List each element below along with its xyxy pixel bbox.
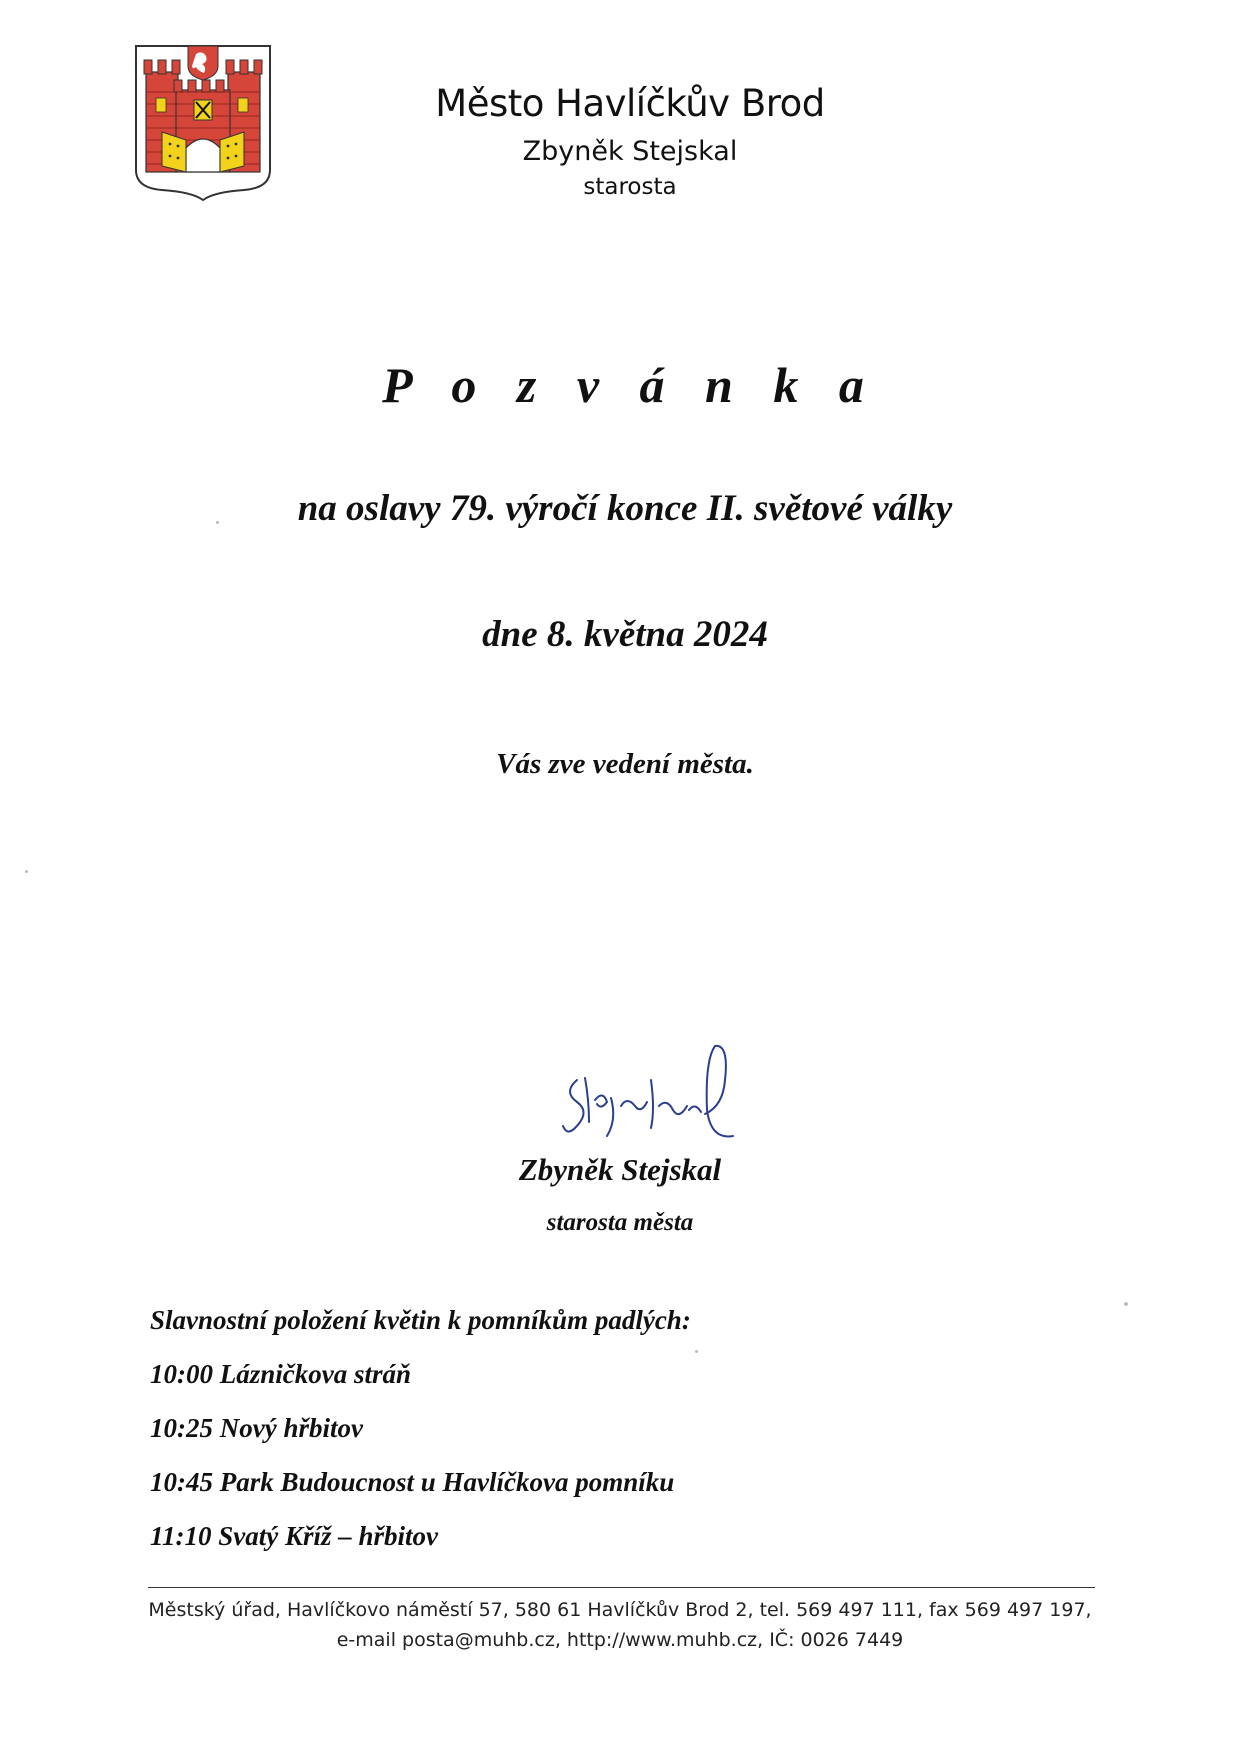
footer-divider xyxy=(148,1587,1095,1588)
footer-address: Městský úřad, Havlíčkovo náměstí 57, 580 61 Havlíčkův Brod 2, tel. 569 497 111, fax 569 497 197, xyxy=(148,1599,1092,1621)
coat-of-arms xyxy=(132,42,274,202)
footer-contact: e-mail posta@muhb.cz, http://www.muhb.cz, IČ: 0026 7449 xyxy=(336,1629,904,1651)
signature-icon xyxy=(555,1040,755,1150)
letterhead-role: starosta xyxy=(583,174,677,200)
scan-speck xyxy=(25,870,28,873)
signatory-role: starosta města xyxy=(546,1209,694,1236)
schedule-item: 10:25 Nový hřbitov xyxy=(150,1413,363,1443)
handwritten-signature xyxy=(555,1040,755,1150)
invitation-date: dne 8. května 2024 xyxy=(482,614,768,655)
schedule-item: 10:45 Park Budoucnost u Havlíčkova pomníku xyxy=(150,1467,675,1497)
letterhead-name: Zbyněk Stejskal xyxy=(522,136,738,167)
scan-speck xyxy=(695,1350,698,1353)
scan-speck xyxy=(216,521,219,524)
schedule xyxy=(150,1303,1050,1573)
schedule-item: 10:00 Lázničkova stráň xyxy=(150,1359,412,1389)
scan-speck xyxy=(1124,1302,1128,1306)
invited-by: Vás zve vedení města. xyxy=(496,748,754,780)
schedule-item: 11:10 Svatý Kříž – hřbitov xyxy=(150,1521,439,1551)
coat-of-arms-icon xyxy=(132,42,274,202)
signatory-name: Zbyněk Stejskal xyxy=(518,1152,722,1187)
schedule-heading: Slavnostní položení květin k pomníkům padlých: xyxy=(150,1305,691,1335)
invitation-subtitle: na oslavy 79. výročí konce II. světové války xyxy=(297,488,953,529)
letterhead-city: Město Havlíčkův Brod xyxy=(435,82,825,125)
invitation-title: P o z v á n k a xyxy=(382,357,878,413)
